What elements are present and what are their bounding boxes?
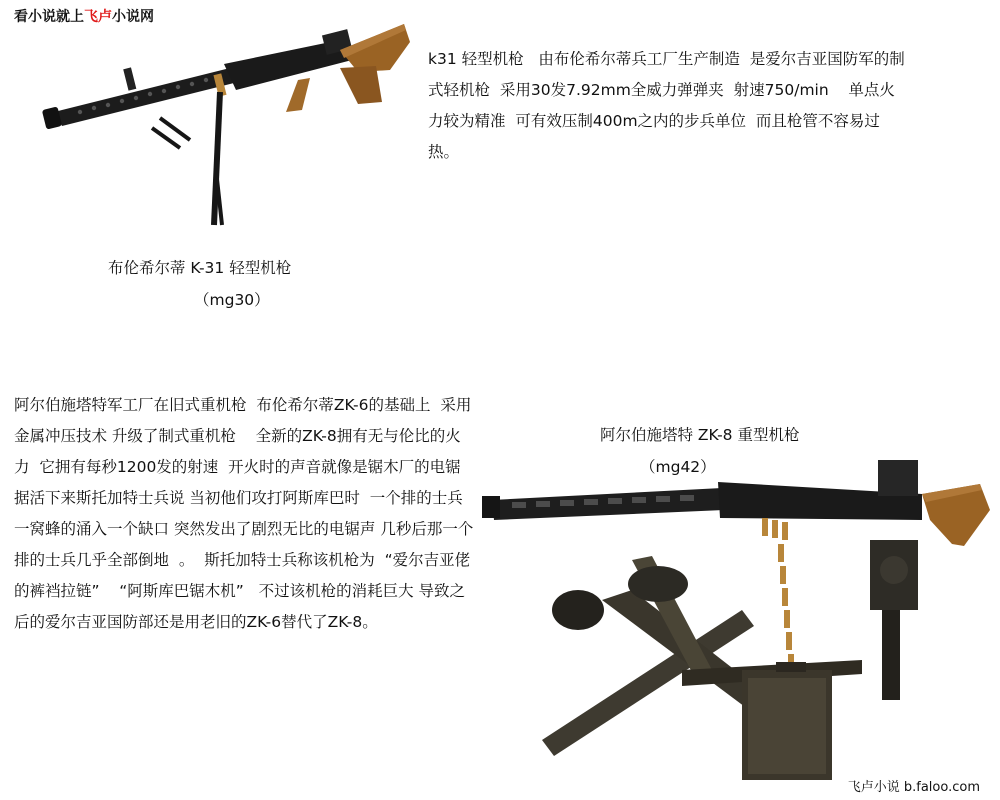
- zk8-caption-sub: （mg42）: [640, 458, 716, 476]
- watermark-prefix: 看小说就上: [14, 9, 84, 25]
- zk8-description: 阿尔伯施塔特军工厂在旧式重机枪 布伦希尔蒂ZK-6的基础上 采用金属冲压技术 升级了制式重机枪 全新的ZK-8拥有无与伦比的火力 它拥有每秒1200发的射速 开火时的声音就像是锯木厂的电锯 据活下来斯托加特士兵说 当初他们攻打阿斯库巴时 一个排的士兵一窝蜂的涌入一个缺口 突然发出了剧烈无比的电锯声 几秒后那一个排的士兵几乎全部倒地 。 斯托加特士兵称该机枪为 “爱尔吉亚佬的裤裆拉链” “阿斯库巴锯木机” 不过该机枪的消耗巨大 导致之后的爱尔吉亚国防部还是用老旧的ZK-6替代了ZK-8。: [14, 396, 476, 631]
- k31-description: k31 轻型机枪 由布伦希尔蒂兵工厂生产制造 是爱尔吉亚国防军的制式轻机枪 采用30发7.92mm全威力弹弹夹 射速750/min 单点火力较为精准 可有效压制400m之内的步兵单位 而且枪管不容易过热。: [428, 50, 905, 161]
- watermark-suffix: 小说网: [112, 9, 154, 25]
- zk8-caption: 阿尔伯施塔特 ZK-8 重型机枪: [600, 426, 800, 444]
- k31-caption-sub: （mg30）: [194, 291, 270, 309]
- watermark-brand: 飞卢: [84, 9, 112, 25]
- footer-watermark: 飞卢小说 b.faloo.com: [847, 780, 980, 795]
- zk8-machine-gun-image: [482, 460, 994, 784]
- k31-machine-gun-image: [40, 20, 420, 240]
- k31-caption: 布伦希尔蒂 K-31 轻型机枪: [108, 259, 292, 277]
